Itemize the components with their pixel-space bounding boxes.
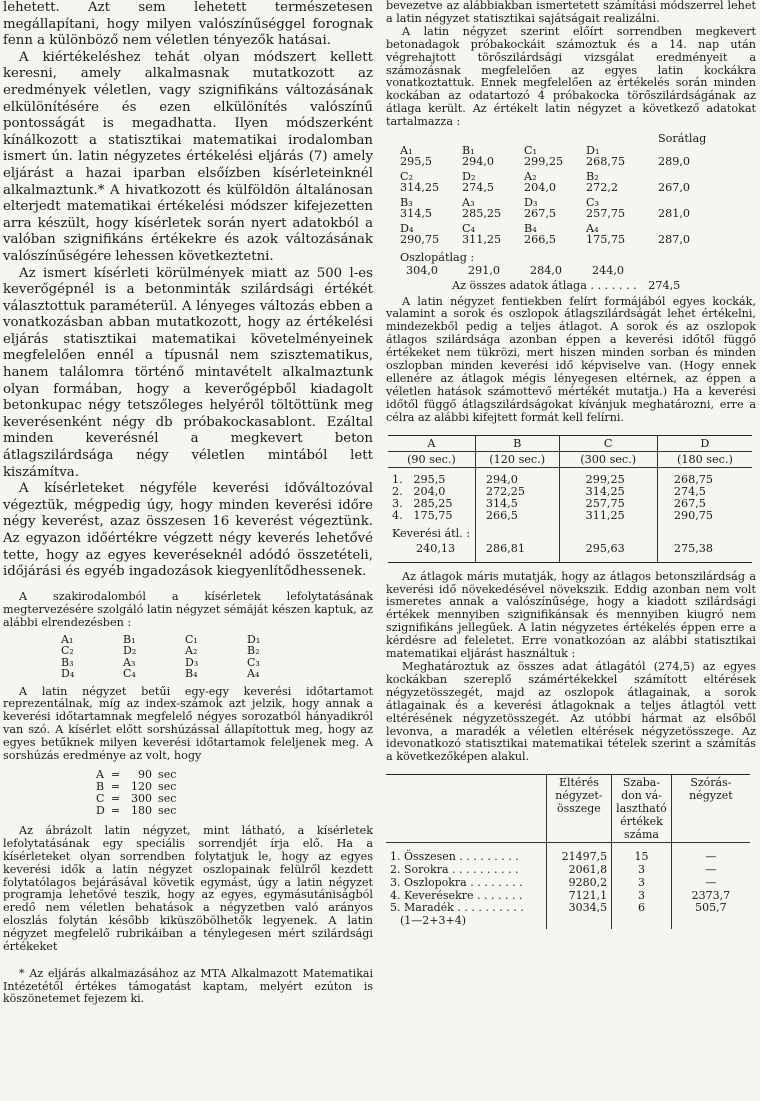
overall-average-label: Az összes adatok átlaga . . . . . . . bbox=[452, 278, 637, 292]
row-number: 2. bbox=[392, 484, 403, 498]
grid-value: 290,75 bbox=[673, 508, 713, 522]
grid-column bbox=[657, 467, 752, 556]
col-avg-row bbox=[406, 264, 654, 277]
anova-dof bbox=[612, 843, 672, 929]
grid-header: B bbox=[475, 435, 559, 451]
grid-time: (120 sec.) bbox=[475, 451, 559, 467]
cell-label: B₂ bbox=[586, 169, 599, 183]
code-value: 90 bbox=[138, 767, 153, 781]
grid-header: D bbox=[657, 435, 752, 451]
grid-value: 257,75 bbox=[585, 496, 625, 510]
schema-cell: A₁ bbox=[61, 632, 74, 646]
grid-average: 286,81 bbox=[485, 541, 526, 555]
paragraph: A kiértékeléshez tehát olyan módszert kellett keresni, amely alkalmasnak mutatkozott az eredmények véletlen, vagy szignifikáns változásának elkülönítésére és ezen elkülönítés valószínű pontosságát is megadhatta. Ilyen módszerként kínálkozott a statisztikai matematikai irodalomban ismert ún. latin négyzetes értékelési eljárás (7) amely eljárást a hazai iparban elsőízben kísérleteinknél alkalmaztunk.* A hivatkozott és külföldön általánosan elterjedt matematikai értékelési módszer kifejezetten arra készült, hogy kísérletek során nyert adatokból a valóban szignifikáns értékekre és azok változásának valószínűségére lehessen következtetni. bbox=[3, 49, 373, 264]
cell-label: C₃ bbox=[586, 195, 600, 209]
anova-variance bbox=[671, 843, 750, 929]
overall-average bbox=[452, 279, 756, 292]
row-avg: 289,0 bbox=[658, 155, 691, 169]
grid-value: 295,5 bbox=[413, 472, 446, 486]
grid-value: 285,25 bbox=[413, 496, 453, 510]
col-avg: 291,0 bbox=[468, 263, 501, 277]
code-letter: C bbox=[96, 791, 105, 805]
schema-cell: D₄ bbox=[61, 667, 75, 680]
anova-row-label: 3. Oszlopokra . . . . . . . . bbox=[390, 875, 523, 889]
cell-value: 175,75 bbox=[586, 233, 626, 247]
paragraph: lehetett. Azt sem lehetett természetesen megállapítani, hogy milyen valószínűséggel forognak fenn a különböző nem véletlen tényezők hatásai. bbox=[3, 0, 373, 49]
grid-value: 268,75 bbox=[673, 472, 713, 486]
cell-label: C₁ bbox=[524, 143, 538, 157]
paragraph: Meghatároztuk az összes adat átlagától (274,5) az egyes kockákban szereplő számértékekkel számított eltérések négyzetösszegét, majd az oszlopok átlagainak, a sorok átlagainak és a keverési átlagoknak a teljes átlagtól vett eltérésének négyzetösszegét. Az utóbbi hármat az elsőből levonva, a maradék a véletlen eltérések négyzetösszege. Az idevonatkozó statisztikai matematikai tételek szerint a számítás a következőképen alakul. bbox=[386, 659, 756, 764]
grid-header: C bbox=[559, 435, 657, 451]
cell-value: 274,5 bbox=[462, 181, 495, 195]
code-letter: D bbox=[96, 803, 105, 817]
schema-cell: C₃ bbox=[247, 655, 260, 669]
grid-value: 299,25 bbox=[585, 472, 625, 486]
cell-value: 285,25 bbox=[462, 207, 502, 221]
paragraph: Az ábrázolt latin négyzet, mint látható, a kísérletek lefolytatásának egy speciális sorrendjét írja elő. Ha a kísérleteket olyan sorrendben folytatjuk le, hogy az egyes keverési idők a latin négyzet oszlopainak felülről kezdett folytatólagos bejárásával követik egymást, úgy a latin négyzet programja lehetővé teszik, hogy az egyes, egymásutániságból eredő nem véletlen behatások a négyzetben való arányos eloszlás folytán később kiküszöbölhetők legyenek. A latin négyzet megfelelő rubrikáiban a ténylegesen mért szilárdsági értékeket bbox=[3, 823, 373, 954]
anova-value: 9280,2 bbox=[568, 875, 608, 889]
anova-value: 505,7 bbox=[695, 901, 727, 915]
cell-label: A₃ bbox=[462, 195, 475, 209]
schema-cell: C₁ bbox=[185, 632, 198, 646]
row-avg: 281,0 bbox=[658, 207, 691, 221]
row-avg: 267,0 bbox=[658, 181, 691, 195]
cell-value: 268,75 bbox=[586, 155, 626, 169]
cell-label: B₃ bbox=[400, 195, 413, 209]
grid-time: (180 sec.) bbox=[657, 451, 752, 467]
code-letter: A bbox=[96, 767, 104, 781]
cell-value: 290,75 bbox=[400, 233, 440, 247]
code-value: 120 bbox=[131, 779, 153, 793]
col-avg-label: Oszlopátlag : bbox=[400, 250, 475, 264]
cell-label: D₂ bbox=[462, 169, 476, 183]
code-unit: sec bbox=[158, 779, 177, 793]
schema-cell: B₂ bbox=[247, 644, 260, 657]
cell-value: 314,5 bbox=[400, 207, 433, 221]
grid-time: (90 sec.) bbox=[388, 451, 475, 467]
col-avg: 284,0 bbox=[530, 263, 563, 277]
cell-value: 299,25 bbox=[524, 155, 564, 169]
grid-value: 267,5 bbox=[673, 496, 706, 510]
schema-cell: C₂ bbox=[61, 644, 74, 657]
cell-value: 314,25 bbox=[400, 181, 440, 195]
grid-value: 314,25 bbox=[585, 484, 625, 498]
variance-table bbox=[386, 774, 750, 929]
cell-label: D₁ bbox=[586, 143, 600, 157]
anova-value: 3034,5 bbox=[568, 901, 608, 915]
cell-value: 267,5 bbox=[524, 207, 557, 221]
footnote bbox=[3, 968, 373, 1006]
code-unit: sec bbox=[158, 767, 177, 781]
anova-header: Eltérés négyzet-összege bbox=[546, 775, 612, 843]
schema-cell: B₁ bbox=[123, 632, 136, 646]
cell-value: 311,25 bbox=[462, 233, 502, 247]
cell-value: 257,75 bbox=[586, 207, 626, 221]
anova-value: 6 bbox=[637, 901, 645, 915]
cell-value: 272,2 bbox=[586, 181, 619, 195]
paragraph: A latin négyzet fentiekben felírt formájából egyes kockák, valamint a sorok és oszlopok átlagszilárdságát lehet értékelni, mindezekből pedig a teljes átlagot. A sorok és az oszlopok átlagos szilárdsága azonban éppen a keverési időtől függő értékeket nem tükrözi, mert hiszen minden sorban és minden oszlopban minden keverési idő képviselve van. (Hogy ennek ellenére az átlagok mégis lényegesen eltérnek, az éppen a véletlen hatások számottevő mértékét mutatja.) Ha a keverési időtől függő átlagszilárdságokat kívánjuk meghatározni, erre a célra az alábbi kifejtett formát kell felírni. bbox=[386, 294, 756, 424]
mixing-time-table bbox=[388, 435, 752, 563]
anova-header: Szaba-don vá-lasztható értékek száma bbox=[612, 775, 672, 843]
grid-header: A bbox=[388, 435, 475, 451]
grid-value: 274,5 bbox=[673, 484, 706, 498]
anova-sumsq bbox=[546, 843, 612, 929]
grid-average: 295,63 bbox=[585, 541, 625, 555]
anova-value: 2373,7 bbox=[691, 888, 731, 902]
paragraph: A szakirodalomból a kísérletek lefolytatásának megtervezésére szolgáló latin négyzet sémáját készen kaptuk, az alábbi elrendezésben : bbox=[3, 589, 373, 629]
anova-value: 3 bbox=[637, 863, 645, 877]
overall-average-value: 274,5 bbox=[648, 278, 681, 292]
paragraph: Az ismert kísérleti körülmények miatt az 500 l-es keverőgépnél is a betonminták szilárdsági értékét választottuk paraméterül. A lényeges változás ebben a vonatkozásban abban mutatkozott, hogy az értékelési eljárás statisztikai matematikai követelményeinek megfelelően ennél a típusnál nem szisztematikus, hanem találomra történő mintavételt alkalmaztunk olyan formában, hogy a keverőgépből kiadagolt betonkupac négy tetszőleges helyéről töltöttünk meg keverésenként négy db próbakockasablont. Ezáltal minden keverésnél a megkevert beton átlagszilárdsága négy véletlen mintából lett kiszámítva. bbox=[3, 265, 373, 480]
anova-value: — bbox=[705, 875, 717, 889]
right-column bbox=[386, 0, 756, 929]
cell-value: 204,0 bbox=[524, 181, 557, 195]
anova-value: 3 bbox=[637, 875, 645, 889]
anova-row-label: 5. Maradék . . . . . . . . . . bbox=[390, 901, 524, 915]
anova-header bbox=[386, 775, 546, 843]
schema-cell: A₄ bbox=[247, 667, 260, 680]
anova-value: 2061,8 bbox=[568, 863, 608, 877]
grid-value: 266,5 bbox=[485, 508, 518, 522]
left-column bbox=[3, 0, 373, 1006]
footnote-text: * Az eljárás alkalmazásához az MTA Alkalmazott Matematikai Intézetétől értékes támogatást kaptam, melyért ezúton is köszönetemet fejezem ki. bbox=[3, 967, 373, 1006]
code-value: 300 bbox=[131, 791, 153, 805]
code-letter: B bbox=[96, 779, 105, 793]
row-number: 3. bbox=[392, 496, 403, 510]
schema-cell: B₃ bbox=[61, 655, 74, 669]
equals-sign: = bbox=[110, 767, 121, 781]
col-avg: 244,0 bbox=[592, 263, 625, 277]
paragraph: bevezetve az alábbiakban ismertetett számítási módszerrel lehet a latin négyzet statisztikai sajátságait realizálni. bbox=[386, 0, 756, 25]
grid-average: 240,13 bbox=[416, 541, 456, 555]
anova-row-label: 1. Összesen . . . . . . . . . bbox=[390, 850, 519, 864]
equals-sign: = bbox=[110, 779, 121, 793]
grid-value: 272,25 bbox=[485, 484, 526, 498]
grid-value: 175,75 bbox=[413, 508, 453, 522]
cell-value: 295,5 bbox=[400, 155, 433, 169]
schema-cell: B₄ bbox=[185, 667, 198, 680]
cell-value: 266,5 bbox=[524, 233, 557, 247]
cell-value: 294,0 bbox=[462, 155, 495, 169]
schema-cell: D₁ bbox=[247, 632, 261, 646]
anova-value: 3 bbox=[637, 888, 645, 902]
grid-value: 314,5 bbox=[485, 496, 518, 510]
equals-sign: = bbox=[110, 803, 121, 817]
cell-label: A₁ bbox=[400, 143, 413, 157]
cell-label: A₄ bbox=[586, 221, 599, 235]
anova-header: Szórás-négyzet bbox=[671, 775, 750, 843]
anova-row-note: (1—2+3+4) bbox=[400, 914, 467, 928]
row-avg-header: Sorátlag bbox=[658, 132, 707, 146]
grid-average: 275,38 bbox=[673, 541, 713, 555]
code-unit: sec bbox=[158, 791, 177, 805]
cell-label: C₄ bbox=[462, 221, 476, 235]
col-avg: 304,0 bbox=[406, 263, 439, 277]
cell-label: B₄ bbox=[524, 221, 537, 235]
latin-square-data bbox=[400, 133, 728, 249]
anova-value: 15 bbox=[634, 850, 649, 864]
code-unit: sec bbox=[158, 803, 177, 817]
anova-row-label: 4. Keverésekre . . . . . . . bbox=[390, 888, 523, 902]
paragraph: Az átlagok máris mutatják, hogy az átlagos betonszilárdság a keverési idő növekedésével növekszik. Eddig azonban nem volt ismeretes annak a valószínűsége, hogy a kiadott szilárdsági értékek mennyiben szignifikánsak és mennyiben kiugró nem szignifikáns jellegűek. A latin négyzetes értékelés éppen erre a kérdésre ad feleletet. Erre vonatkozóan az alábbi statisztikai matematikai eljárást használtuk : bbox=[386, 569, 756, 661]
cell-label: C₂ bbox=[400, 169, 414, 183]
grid-value: 311,25 bbox=[585, 508, 625, 522]
cell-label: B₁ bbox=[462, 143, 475, 157]
left-main-text bbox=[3, 0, 373, 581]
grid-column bbox=[388, 467, 475, 556]
left-small-text bbox=[3, 591, 373, 954]
mixing-time-codes bbox=[93, 769, 179, 817]
schema-cell: D₂ bbox=[123, 644, 137, 657]
paragraph: A kísérleteket négyféle keverési időváltozóval végeztük, mégpedig úgy, hogy minden keverési időre négy keverést, azaz összesen 16 keverést végeztünk. Az egyazon időértékre végzett négy keverés lehetővé tette, hogy az egyes keveréseknél adódó összetételi, időjárási és egyéb ingadozások kiegyenlítődhessenek. bbox=[3, 481, 373, 580]
row-avg: 287,0 bbox=[658, 233, 691, 247]
anova-value: 7121,1 bbox=[568, 888, 608, 902]
schema-cell: C₄ bbox=[123, 667, 136, 680]
code-value: 180 bbox=[131, 803, 153, 817]
latin-square-schema bbox=[61, 634, 309, 680]
grid-value: 294,0 bbox=[485, 472, 518, 486]
equals-sign: = bbox=[110, 791, 121, 805]
grid-value: 204,0 bbox=[413, 484, 446, 498]
grid-column bbox=[475, 467, 559, 556]
cell-label: D₄ bbox=[400, 221, 414, 235]
anova-value: 21497,5 bbox=[561, 850, 608, 864]
paragraph: A latin négyzet szerint előírt sorrendben megkevert betonadagok próbakockáit számoztuk és a 14. nap után végrehajtott törőszilárdsági vizsgálat eredményeit a számozásnak megfelelően az egyes latin kockákra vonatkoztattuk. Ennek megfelelően az értékelés során minden kockában az odatartozó 4 próbakocka törőszilárdságának az átlaga került. Az értékelt latin négyzet a következő adatokat tartalmazza : bbox=[386, 24, 756, 129]
cell-label: A₂ bbox=[524, 169, 537, 183]
anova-value: — bbox=[705, 863, 717, 877]
grid-column bbox=[559, 467, 657, 556]
avg-label: Keverési átl. : bbox=[392, 526, 471, 540]
cell-label: D₃ bbox=[524, 195, 538, 209]
paragraph: A latin négyzet betűi egy-egy keverési időtartamot reprezentálnak, míg az index-számok azt jelzik, hogy annak a keverési időtartamnak megfelelő négyes sorozatból hányadikról van szó. A kísérlet előtt sorshúzással állapítottuk meg, hogy az egyes betűknek milyen keverési időtartamok feleljenek meg. A sorshúzás eredménye az volt, hogy bbox=[3, 684, 373, 763]
schema-cell: A₂ bbox=[185, 644, 198, 657]
grid-time: (300 sec.) bbox=[559, 451, 657, 467]
row-number: 4. bbox=[392, 508, 403, 522]
row-number: 1. bbox=[392, 472, 403, 486]
anova-value: — bbox=[705, 850, 717, 864]
anova-row-label: 2. Sorokra . . . . . . . . . . bbox=[390, 863, 519, 877]
anova-labels bbox=[386, 843, 546, 929]
schema-cell: D₃ bbox=[185, 655, 199, 669]
schema-cell: A₃ bbox=[123, 655, 136, 669]
